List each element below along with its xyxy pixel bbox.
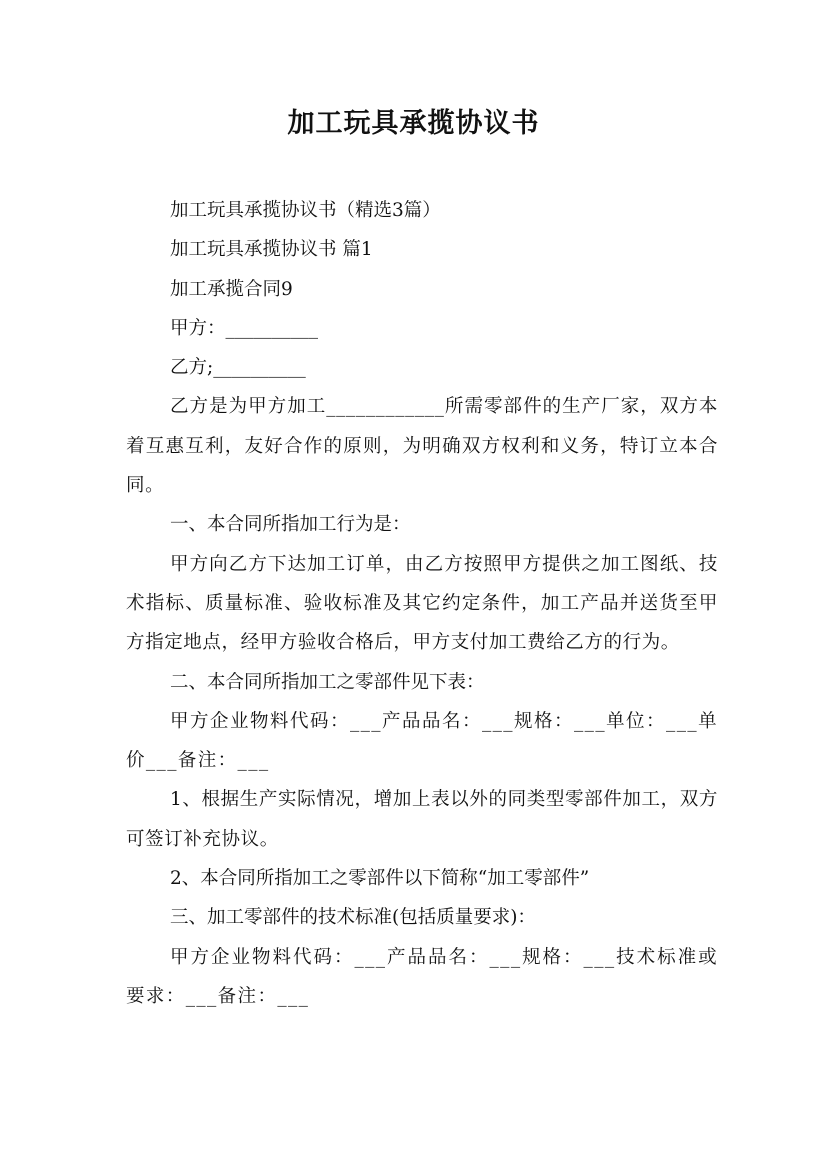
intro-paragraph: 乙方是为甲方加工____________所需零部件的生产厂家，双方本着互惠互利，友好合作的原则，为明确双方权利和义务，特订立本合同。 (126, 396, 718, 497)
item-1-paragraph: 1、根据生产实际情况，增加上表以外的同类型零部件加工，双方可签订补充协议。 (126, 789, 718, 850)
section-3-table-fields: 甲方企业物料代码：___产品品名：___规格：___技术标准或要求：___备注：___ (126, 946, 718, 1007)
section-2-table-fields: 甲方企业物料代码：___产品品名：___规格：___单位：___单价___备注：___ (126, 710, 718, 772)
document-body (126, 191, 718, 1016)
part-heading: 加工玩具承揽协议书 篇1 (170, 239, 373, 261)
section-2-heading: 二、本合同所指加工之零部件见下表： (170, 671, 485, 693)
item-2-paragraph: 2、本合同所指加工之零部件以下简称“加工零部件” (170, 868, 590, 890)
party-b-line: 乙方;__________ (170, 357, 306, 379)
contract-name: 加工承揽合同9 (170, 278, 293, 300)
section-1-paragraph: 甲方向乙方下达加工订单，由乙方按照甲方提供之加工图纸、技术指标、质量标准、验收标准及其它约定条件，加工产品并送货至甲方指定地点，经甲方验收合格后，甲方支付加工费给乙方的行为。 (126, 553, 718, 654)
subtitle-line: 加工玩具承揽协议书（精选3篇） (170, 200, 441, 221)
section-1-heading: 一、本合同所指加工行为是： (170, 514, 411, 536)
section-3-heading: 三、加工零部件的技术标准(包括质量要求)： (170, 907, 536, 929)
document-title: 加工玩具承揽协议书 (287, 108, 540, 139)
party-a-line: 甲方：__________ (170, 317, 319, 339)
